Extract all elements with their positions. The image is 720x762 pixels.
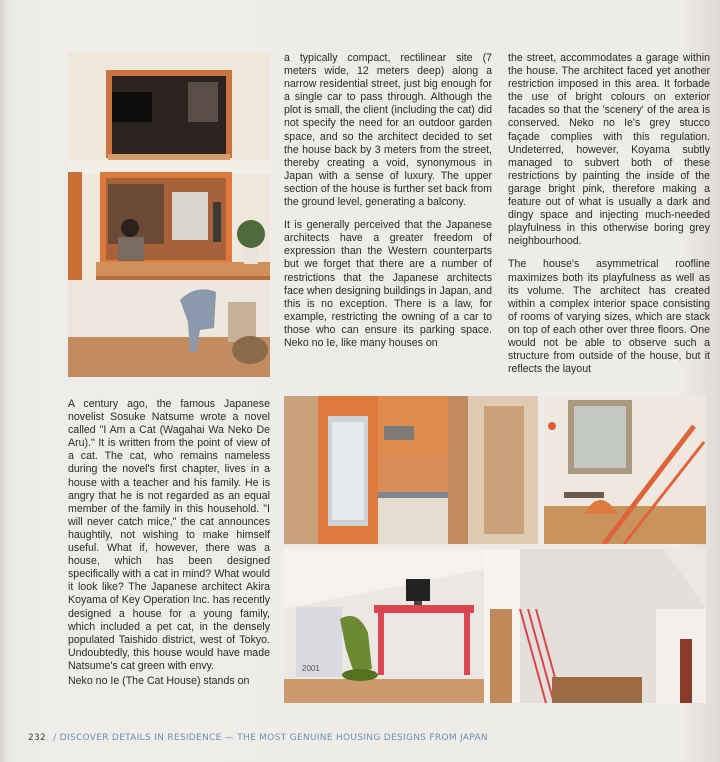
photo-orange-kitchen: [284, 396, 538, 544]
article-column-top-middle: [284, 52, 492, 360]
article-paragraph: the street, accommodates a garage within the house. The architect faced yet another restriction imposed in this area. It forbade the use of bright colours on exterior facades so that the 'scenery' of the area is conserved. Neko no Ie's grey stucco façade complies with this regulation. Undeterred, however, Koyama subtly managed to subvert both of these restrictions by painting the inside of the garage bright pink, therefore making a feature out of what is usually a dark and dingy space and injecting much-needed playfulness in this otherwise boring grey neighbourhood.: [508, 52, 710, 248]
page-number: 232: [28, 733, 47, 743]
loft-desk-illustration: [284, 549, 706, 703]
running-title: / DISCOVER DETAILS IN RESIDENCE — THE MOST GENUINE HOUSING DESIGNS FROM JAPAN: [53, 733, 488, 743]
photo-kitchen-window: [68, 52, 270, 377]
page-footer: [28, 733, 488, 743]
article-paragraph: A century ago, the famous Japanese novelist Sosuke Natsume wrote a novel called "I Am a Cat (Wagahai Wa Neko De Aru)." It is written from the point of view of a cat. The cat, who remains nameless during the novel's first chapter, lives in a house with a teacher and his family. He is angry that he is not regarded as an equal member of the family in this household. "I will never catch mice," the cat announces haughtily, not wishing to make himself useful. What if, however, there was a house, which has been designed specifically with a cat in mind? What would it look like? The Japanese architect Akira Koyama of Key Operation Inc. has recently designed a house for a young family, which included a pet cat, in the densely populated Taishido district, west of Tokyo. Undoubtedly, this house would have made Natsume's cat green with envy.: [68, 398, 270, 672]
article-paragraph: It is generally perceived that the Japanese architects have a greater freedom of expression than the Western counterparts but we forget that there are a number of restrictions that the Japanese architects face when designing buildings in Japan, and this is no exception. There is a law, for example, restricting the owning of a car to those who can ensure its parking space. Neko no Ie, like many houses on: [284, 219, 492, 349]
photo-loft-desk: [284, 549, 706, 703]
article-column-bottom-left: [68, 398, 270, 698]
kitchen-window-illustration: [68, 52, 270, 377]
poster-label: 2001: [302, 664, 320, 673]
photo-staircase: [544, 396, 706, 544]
article-paragraph: Neko no Ie (The Cat House) stands on: [68, 674, 250, 687]
article-paragraph: The house's asymmetrical roofline maximizes both its playfulness as well as its volume. The architect has created within a complex interior space consisting of rooms of varying sizes, which are stack on top of each other over three floors. One would not be able to observe such a structure from outside of the house, but it reflects the layout: [508, 258, 710, 376]
staircase-illustration: [544, 396, 706, 544]
article-paragraph: a typically compact, rectilinear site (7 meters wide, 12 meters deep) along a narrow residential street, just big enough for a single car to pass through. Although the plot is small, the client (including the cat) did not specify the need for an outdoor garden space, and so the architect decided to set the house back by 3 meters from the street, thereby creating a void, synonymous in Japan with a sense of luxury. The upper section of the house is further set back from the ground level, generating a balcony.: [284, 52, 492, 209]
orange-kitchen-illustration: [284, 396, 538, 544]
article-column-top-right: [508, 52, 710, 386]
